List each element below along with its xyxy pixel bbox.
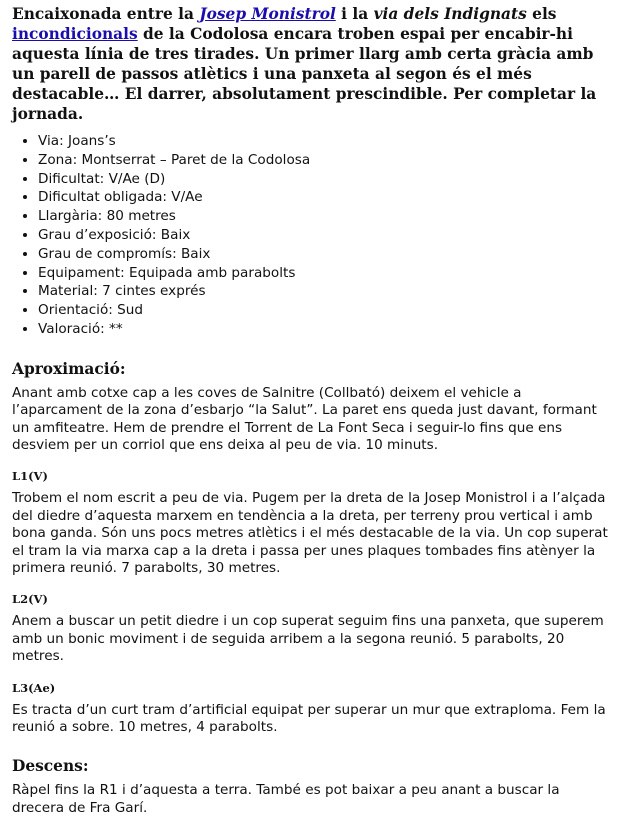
pitch-3-heading: L3(Ae) bbox=[12, 680, 56, 695]
fact-length: • Llargària: 80 metres bbox=[38, 207, 613, 226]
fact-orientation: • Orientació: Sud bbox=[38, 301, 613, 320]
fact-equipment: • Equipament: Equipada amb parabolts bbox=[38, 264, 613, 283]
fact-material: • Material: 7 cintes exprés bbox=[38, 282, 613, 301]
pitch-2-text: Anem a buscar un petit diedre i un cop superat seguim fins una panxeta, que superem amb un bonic moviment i de seguida arribem a la segona reunió. 5 parabolts, 20 metres. bbox=[12, 613, 604, 665]
fact-route: • Via: Joans’s bbox=[38, 132, 613, 151]
intro-paragraph bbox=[12, 4, 613, 124]
pitch-1-heading: L1(V) bbox=[12, 469, 48, 484]
descent-text: Ràpel fins la R1 i d’aquesta a terra. També es pot baixar a peu anant a buscar la drecera de Fra Garí. bbox=[12, 782, 560, 816]
route-facts-list bbox=[12, 132, 613, 339]
intro-text-2: i la bbox=[335, 5, 374, 23]
fact-mandatory-difficulty: • Dificultat obligada: V/Ae bbox=[38, 188, 613, 207]
intro-text-3: els bbox=[526, 5, 557, 23]
intro-text-1: Encaixonada entre la bbox=[12, 5, 200, 23]
approach-text: Anant amb cotxe cap a les coves de Salnitre (Collbató) deixem el vehicle a l’aparcament de la zona d’esbarjo “la Salut”. La paret ens queda just davant, formant un amfiteatre. Hem de prendre el Torrent de La Font Seca i seguir-lo fins que ens desviem per un corriol que ens deixa al peu de via. 10 minuts. bbox=[12, 384, 597, 453]
fact-difficulty: • Dificultat: V/Ae (D) bbox=[38, 170, 613, 189]
pitch-1-text: Trobem el nom escrit a peu de via. Pugem per la dreta de la Josep Monistrol i a l’alçada del diedre d’aquesta marxem en tendència a la dreta, per terreny prou vertical i amb bona ganda. Són uns pocs metres atlètics i el més destacable de la via. Un cop superat el tram la via marxa cap a la dreta i passa per unes plaques tombades fins atènyer la primera reunió. 7 parabolts, 30 metres. bbox=[12, 490, 608, 577]
intro-text-4: de la Codolosa encara troben espai per encabir-hi aquesta línia de tres tirades. Un primer llarg amb certa gràcia amb un parell de passos atlètics i una panxeta al segon és el més destacable… El darrer, absolutament prescindible. Per completar la jornada. bbox=[12, 25, 597, 123]
pitch-3-text: Es tracta d’un curt tram d’artificial equipat per superar un mur que extraploma. Fem la reunió a sobre. 10 metres, 4 parabolts. bbox=[12, 701, 606, 736]
fact-commitment: • Grau de compromís: Baix bbox=[38, 245, 613, 264]
pitch-2-heading: L2(V) bbox=[12, 592, 48, 607]
link-josep-monistrol[interactable]: Josep Monistrol bbox=[199, 5, 336, 23]
intro-route-name: via dels Indignats bbox=[373, 5, 527, 23]
link-incondicionals[interactable]: incondicionals bbox=[12, 25, 138, 43]
approach-heading: Aproximació: bbox=[12, 359, 126, 378]
fact-rating: • Valoració: ** bbox=[38, 320, 613, 339]
descent-heading: Descens: bbox=[12, 757, 89, 776]
fact-zone: • Zona: Montserrat – Paret de la Codolosa bbox=[38, 151, 613, 170]
fact-exposure: • Grau d’exposició: Baix bbox=[38, 226, 613, 245]
